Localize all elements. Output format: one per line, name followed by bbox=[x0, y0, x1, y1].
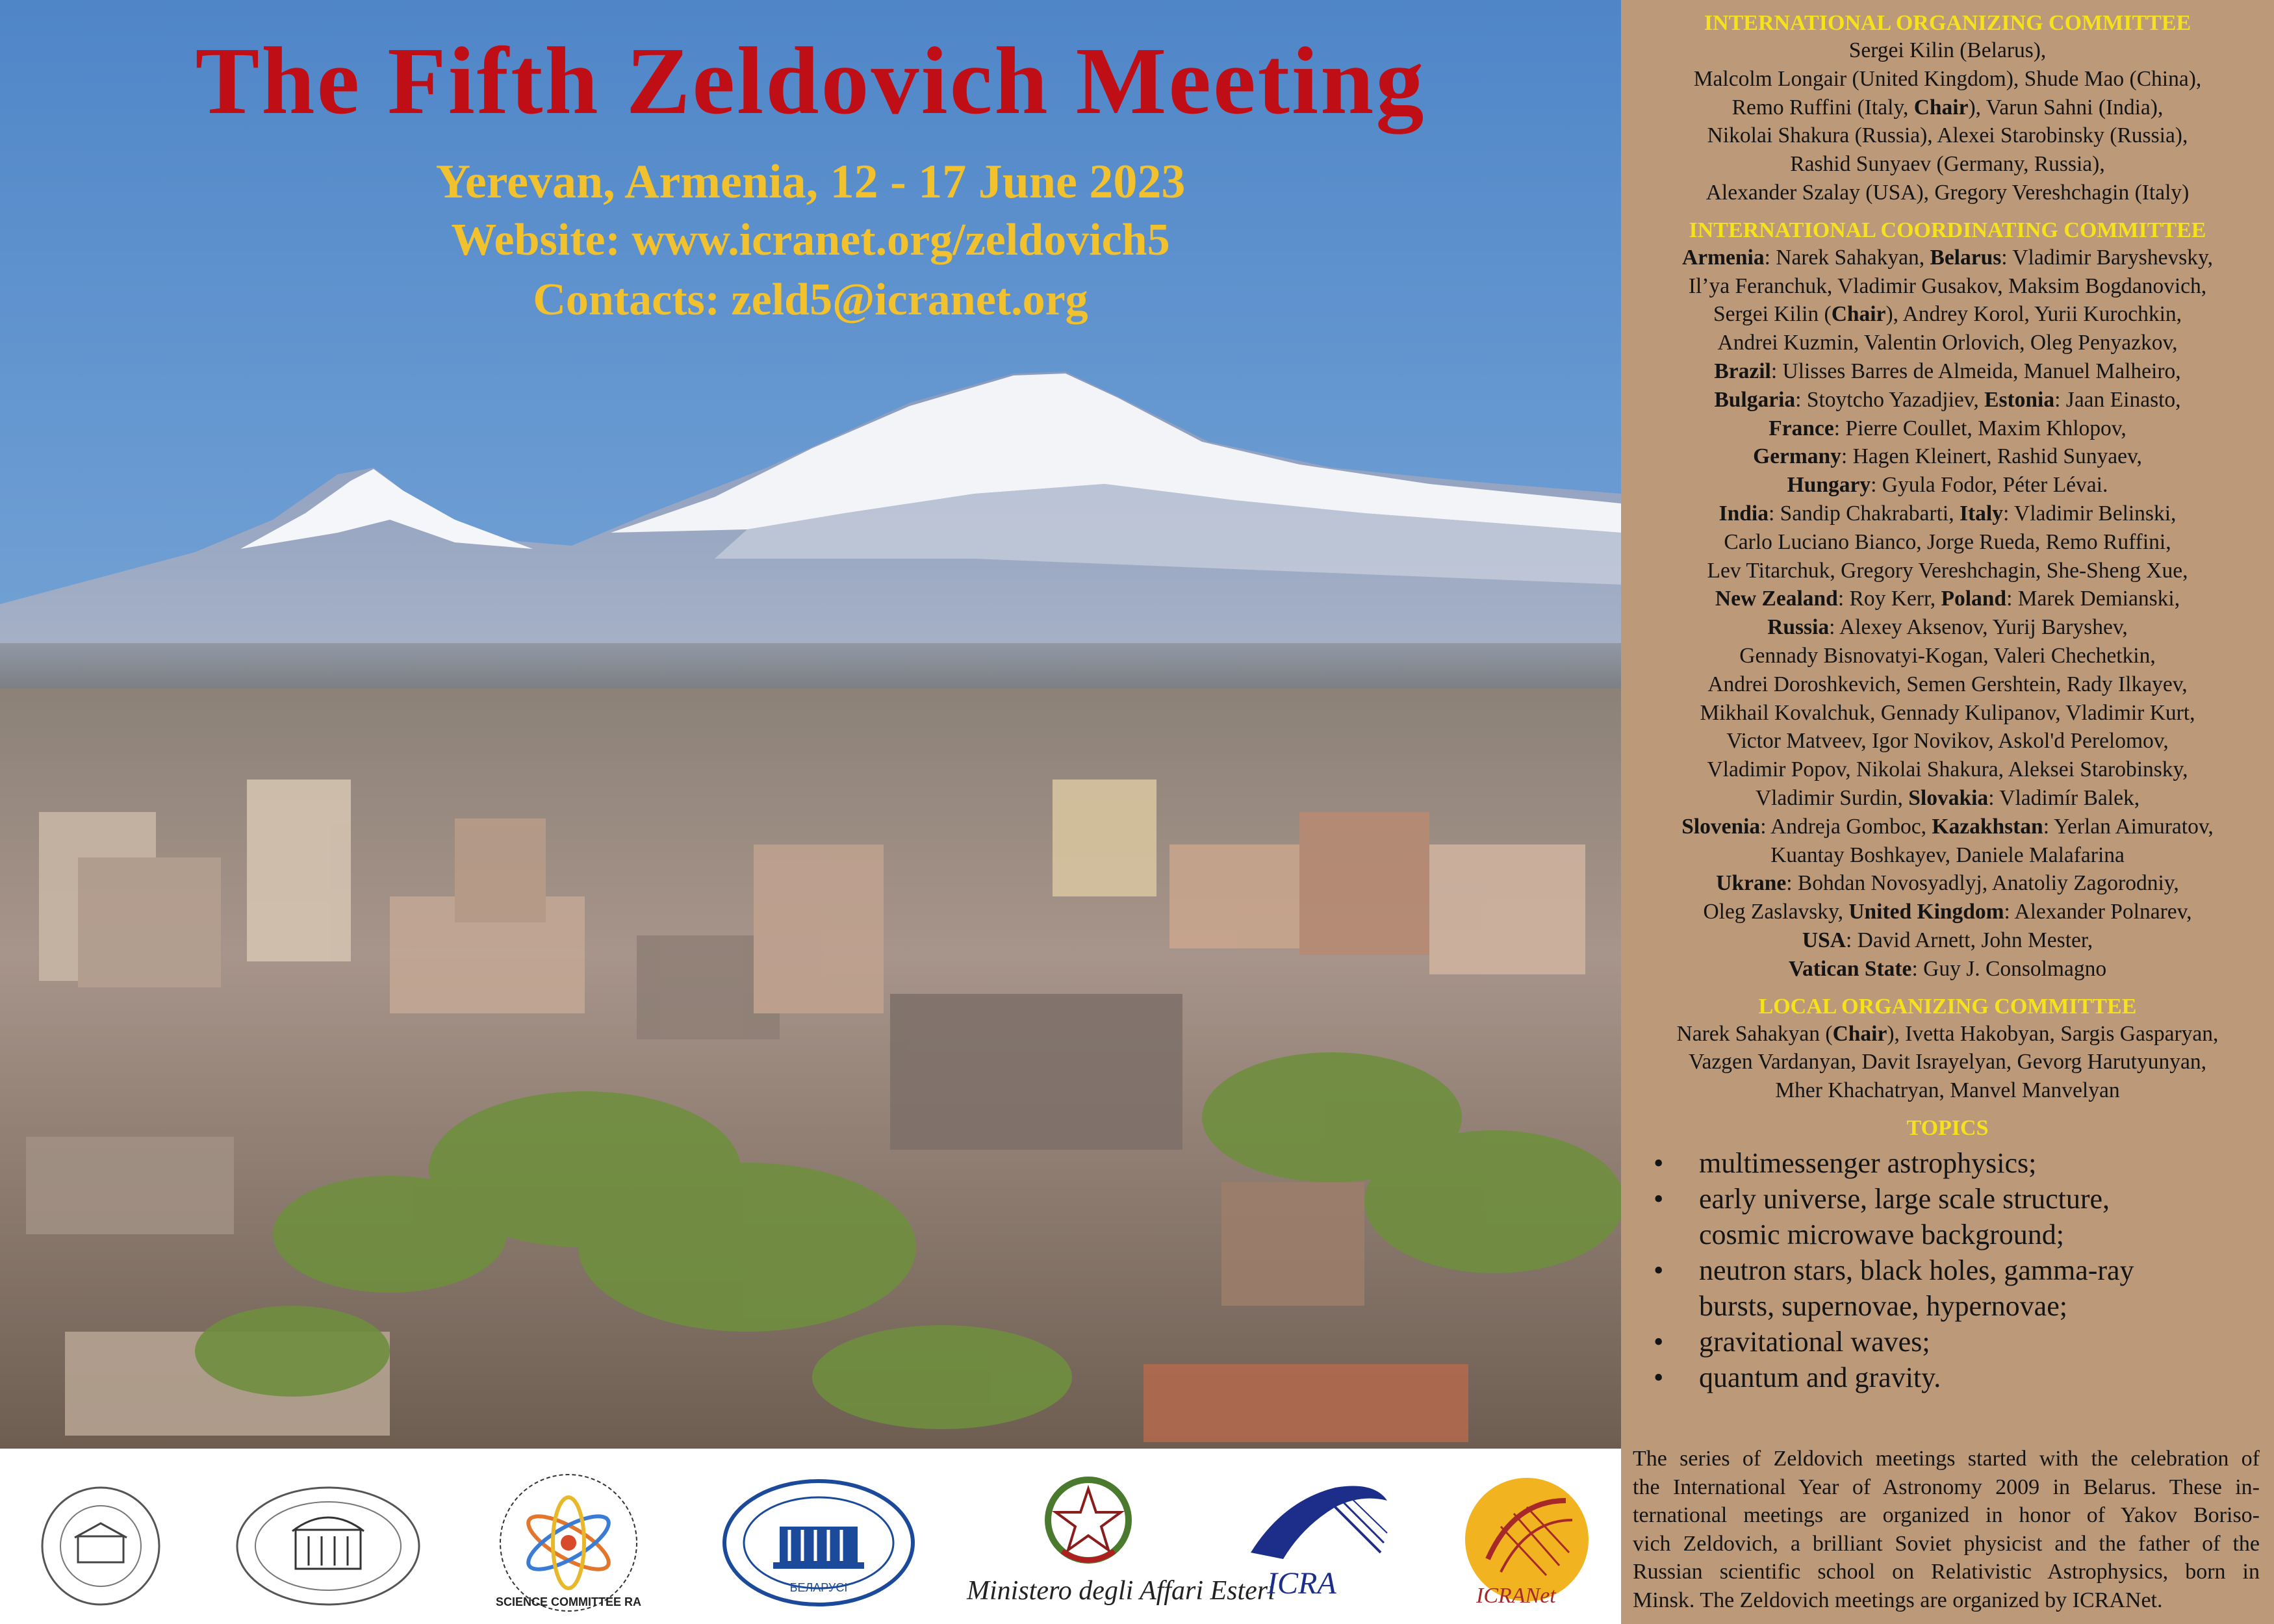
icc-line: Russia: Alexey Aksenov, Yurij Baryshev, bbox=[1767, 615, 2128, 640]
icc-members bbox=[1628, 244, 2268, 983]
loc-line: Mher Khachatryan, Manvel Manvelyan bbox=[1775, 1078, 2120, 1103]
icra-caption: ICRA bbox=[1267, 1566, 1336, 1601]
meeting-title: The Fifth Zeldovich Meeting bbox=[195, 28, 1426, 134]
icc-line: New Zealand: Roy Kerr, Poland: Marek Demianski, bbox=[1715, 587, 2180, 611]
topic-item bbox=[1654, 1324, 2268, 1360]
loc-members bbox=[1628, 1020, 2268, 1105]
topic-item bbox=[1654, 1360, 2268, 1395]
icc-line: Vatican State: Guy J. Consolmagno bbox=[1788, 956, 2107, 981]
meeting-dates: Yerevan, Armenia, 12 - 17 June 2023 bbox=[435, 155, 1186, 209]
icc-line: Oleg Zaslavsky, United Kingdom: Alexander Polnarev, bbox=[1703, 900, 2192, 924]
belarus-academy-ring-text: БЕЛАРУСІ bbox=[789, 1581, 848, 1594]
topic-line: • early universe, large scale structure, bbox=[1699, 1182, 2110, 1215]
ministry-caption: Ministero degli Affari Esteri bbox=[967, 1576, 1275, 1606]
italy-ministry-emblem bbox=[1043, 1475, 1134, 1572]
icc-line: Lev Titarchuk, Gregory Vereshchagin, She-Sheng Xue, bbox=[1707, 558, 2188, 583]
icc-line: Kuantay Boshkayev, Daniele Malafarina bbox=[1770, 843, 2125, 867]
belarus-academy-logo bbox=[721, 1478, 916, 1608]
ioc-members bbox=[1628, 36, 2268, 207]
icc-line: Sergei Kilin (Chair), Andrey Korol, Yurii Kurochkin, bbox=[1713, 302, 2182, 327]
academy-building-icon bbox=[234, 1484, 422, 1608]
sponsor-logos bbox=[0, 1449, 1621, 1624]
nas-ra-logo bbox=[234, 1484, 422, 1608]
ioc-line: Alexander Szalay (USA), Gregory Vereshchagin (Italy) bbox=[1706, 180, 2190, 205]
ioc-line: Sergei Kilin (Belarus), bbox=[1848, 38, 2047, 62]
icc-line: Gennady Bisnovatyi-Kogan, Valeri Chechetkin, bbox=[1739, 643, 2156, 668]
icc-line: Carlo Luciano Bianco, Jorge Rueda, Remo Ruffini, bbox=[1724, 529, 2171, 554]
icc-line: Slovenia: Andreja Gomboc, Kazakhstan: Yerlan Aimuratov, bbox=[1681, 814, 2214, 839]
committee-panel bbox=[1621, 0, 2274, 1624]
atom-icon bbox=[491, 1468, 646, 1618]
about-line: ternational meetings are organized in honor of Yakov Boriso- bbox=[1633, 1503, 2260, 1527]
topic-item bbox=[1654, 1181, 2268, 1252]
about-line: vich Zeldovich, a brilliant Soviet physicist and the father of the bbox=[1633, 1531, 2260, 1556]
ioc-line: Malcolm Longair (United Kingdom), Shude Mao (China), bbox=[1693, 66, 2202, 91]
icc-line: Vladimir Popov, Nikolai Shakura, Aleksei Starobinsky, bbox=[1707, 757, 2188, 782]
about-line: Minsk. The Zeldovich meetings are organized by ICRANet. bbox=[1633, 1588, 2163, 1612]
topic-line: • neutron stars, black holes, gamma-ray bbox=[1699, 1254, 2134, 1286]
icc-line: Vladimir Surdin, Slovakia: Vladimír Balek, bbox=[1755, 785, 2140, 810]
icc-line: France: Pierre Coullet, Maxim Khlopov, bbox=[1769, 416, 2127, 440]
icc-line: Ukrane: Bohdan Novosyadlyj, Anatoliy Zagorodniy, bbox=[1716, 871, 2179, 896]
about-line: Russian scientific school on Relativistic Astrophysics, born in bbox=[1633, 1560, 2260, 1584]
icc-line: Hungary: Gyula Fodor, Péter Lévai. bbox=[1787, 473, 2108, 498]
icc-line: Mikhail Kovalchuk, Gennady Kulipanov, Vladimir Kurt, bbox=[1700, 700, 2195, 725]
ioc-line: Rashid Sunyaev (Germany, Russia), bbox=[1790, 152, 2105, 177]
icc-line: Victor Matveev, Igor Novikov, Askol'd Perelomov, bbox=[1726, 729, 2169, 754]
topic-line: • multimessenger astrophysics; bbox=[1699, 1147, 2037, 1179]
meeting-contact[interactable]: Contacts: zeld5@icranet.org bbox=[533, 275, 1088, 325]
belarus-academy-icon bbox=[721, 1478, 916, 1608]
science-committee-logo bbox=[491, 1468, 646, 1618]
about-paragraph bbox=[1621, 1445, 2274, 1614]
topic-line: • quantum and gravity. bbox=[1699, 1361, 1941, 1393]
ioc-heading: INTERNATIONAL ORGANIZING COMMITTEE bbox=[1704, 11, 2191, 35]
icc-line: Brazil: Ulisses Barres de Almeida, Manuel Malheiro, bbox=[1714, 359, 2181, 383]
about-line: The series of Zeldovich meetings started with the celebration of bbox=[1633, 1447, 2260, 1471]
topic-line: bursts, supernovae, hypernovae; bbox=[1699, 1289, 2067, 1322]
topic-line: • gravitational waves; bbox=[1699, 1325, 1930, 1358]
ioc-line: Nikolai Shakura (Russia), Alexei Starobinsky (Russia), bbox=[1707, 123, 2188, 148]
italian-star-emblem-icon bbox=[1043, 1475, 1134, 1572]
icc-line: Germany: Hagen Kleinert, Rashid Sunyaev, bbox=[1753, 444, 2142, 469]
icranet-caption: ICRANet bbox=[1476, 1584, 1556, 1608]
loc-line: Narek Sahakyan (Chair), Ivetta Hakobyan, Sargis Gasparyan, bbox=[1676, 1021, 2219, 1046]
loc-line: Vazgen Vardanyan, Davit Israyelyan, Gevorg Harutyunyan, bbox=[1689, 1050, 2206, 1074]
icc-heading: INTERNATIONAL COORDINATING COMMITTEE bbox=[1689, 218, 2206, 242]
icc-line: Andrei Kuzmin, Valentin Orlovich, Oleg Penyazkov, bbox=[1717, 331, 2178, 355]
icc-line: Andrei Doroshkevich, Semen Gershtein, Rady Ilkayev, bbox=[1707, 672, 2188, 696]
icc-line: India: Sandip Chakrabarti, Italy: Vladimir Belinski, bbox=[1718, 501, 2177, 526]
icc-line: Armenia: Narek Sahakyan, Belarus: Vladimir Baryshevsky, bbox=[1682, 245, 2213, 270]
topic-item bbox=[1654, 1145, 2268, 1181]
topic-item bbox=[1654, 1252, 2268, 1324]
ioc-line: Remo Ruffini (Italy, Chair), Varun Sahni (India), bbox=[1731, 95, 2164, 120]
science-committee-ring-text: SCIENCE COMMITTEE RA bbox=[495, 1595, 642, 1608]
topics-heading: TOPICS bbox=[1906, 1115, 1989, 1140]
loc-heading: LOCAL ORGANIZING COMMITTEE bbox=[1758, 994, 2137, 1019]
icc-line: Bulgaria: Stoytcho Yazadjiev, Estonia: Jaan Einasto, bbox=[1714, 387, 2181, 412]
icc-line: USA: David Arnett, John Mester, bbox=[1802, 928, 2093, 952]
about-line: the International Year of Astronomy 2009 in Belarus. These in- bbox=[1633, 1475, 2260, 1499]
armenia-academy-seal bbox=[39, 1484, 162, 1608]
icc-line: Il’ya Feranchuk, Vladimir Gusakov, Maksim Bogdanovich, bbox=[1688, 273, 2207, 298]
topics-list bbox=[1628, 1145, 2268, 1395]
meeting-website[interactable]: Website: www.icranet.org/zeldovich5 bbox=[451, 215, 1170, 265]
seal-icon bbox=[39, 1484, 162, 1608]
topic-line: cosmic microwave background; bbox=[1699, 1218, 2065, 1250]
